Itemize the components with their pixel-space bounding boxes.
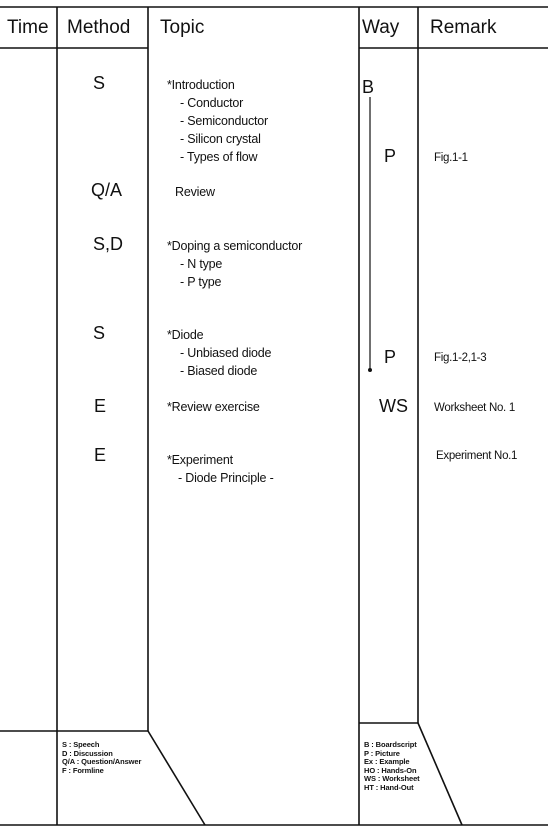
header-topic: Topic xyxy=(160,17,205,38)
topic-subitem: - Semiconductor xyxy=(180,114,269,128)
topic-subitem: - Silicon crystal xyxy=(180,132,261,146)
topic-subitem: - P type xyxy=(180,275,222,289)
boardscript-span-end-dot xyxy=(368,368,372,372)
way-legend xyxy=(364,741,420,793)
topic-subitem: - Unbiased diode xyxy=(180,346,272,360)
remark-cell: Fig.1-1 xyxy=(434,152,468,164)
remark-cell: Fig.1-2,1-3 xyxy=(434,352,487,364)
way-cell: WS xyxy=(379,396,408,416)
legend-item: Ex : Example xyxy=(364,757,410,767)
topic-heading: *Diode xyxy=(167,328,204,342)
way-cell: P xyxy=(384,347,397,367)
topic-heading: *Introduction xyxy=(167,78,235,92)
remark-cell: Experiment No.1 xyxy=(436,450,518,462)
method-cell: E xyxy=(94,445,107,465)
topic-subitem: - Conductor xyxy=(180,96,244,110)
legend-item: S : Speech xyxy=(62,740,100,749)
legend-item: B : Boardscript xyxy=(364,740,417,749)
way-column-diagonal xyxy=(418,723,462,825)
topic-subitem: - Types of flow xyxy=(180,150,258,164)
method-cell: Q/A xyxy=(91,180,123,200)
topic-heading: Review xyxy=(175,185,215,199)
method-column-diagonal xyxy=(148,731,205,825)
way-cell: B xyxy=(362,77,375,97)
topic-heading: *Experiment xyxy=(167,453,233,467)
topic-subitem: - Diode Principle - xyxy=(178,471,274,485)
remark-cell: Worksheet No. 1 xyxy=(434,402,515,414)
legend-item: Q/A : Question/Answer xyxy=(62,757,142,767)
header-time: Time xyxy=(7,17,49,38)
method-cell: S,D xyxy=(93,234,124,254)
method-cell: E xyxy=(94,396,107,416)
header-remark: Remark xyxy=(430,17,497,38)
legend-item: HT : Hand-Out xyxy=(364,782,414,792)
legend-item: WS : Worksheet xyxy=(364,774,420,784)
method-cell: S xyxy=(93,323,106,343)
way-cell: P xyxy=(384,146,397,166)
legend-item: D : Discussion xyxy=(62,748,113,758)
method-legend xyxy=(62,741,141,775)
legend-item: P : Picture xyxy=(364,748,400,758)
header-method: Method xyxy=(67,17,131,38)
method-cell: S xyxy=(93,73,106,93)
legend-item: F : Formline xyxy=(62,765,104,775)
legend-item: HO : Hands-On xyxy=(364,765,417,775)
topic-heading: *Review exercise xyxy=(167,400,260,414)
header-way: Way xyxy=(362,17,400,38)
topic-heading: *Doping a semiconductor xyxy=(167,239,303,253)
topic-subitem: - Biased diode xyxy=(180,364,258,378)
topic-subitem: - N type xyxy=(180,257,223,271)
